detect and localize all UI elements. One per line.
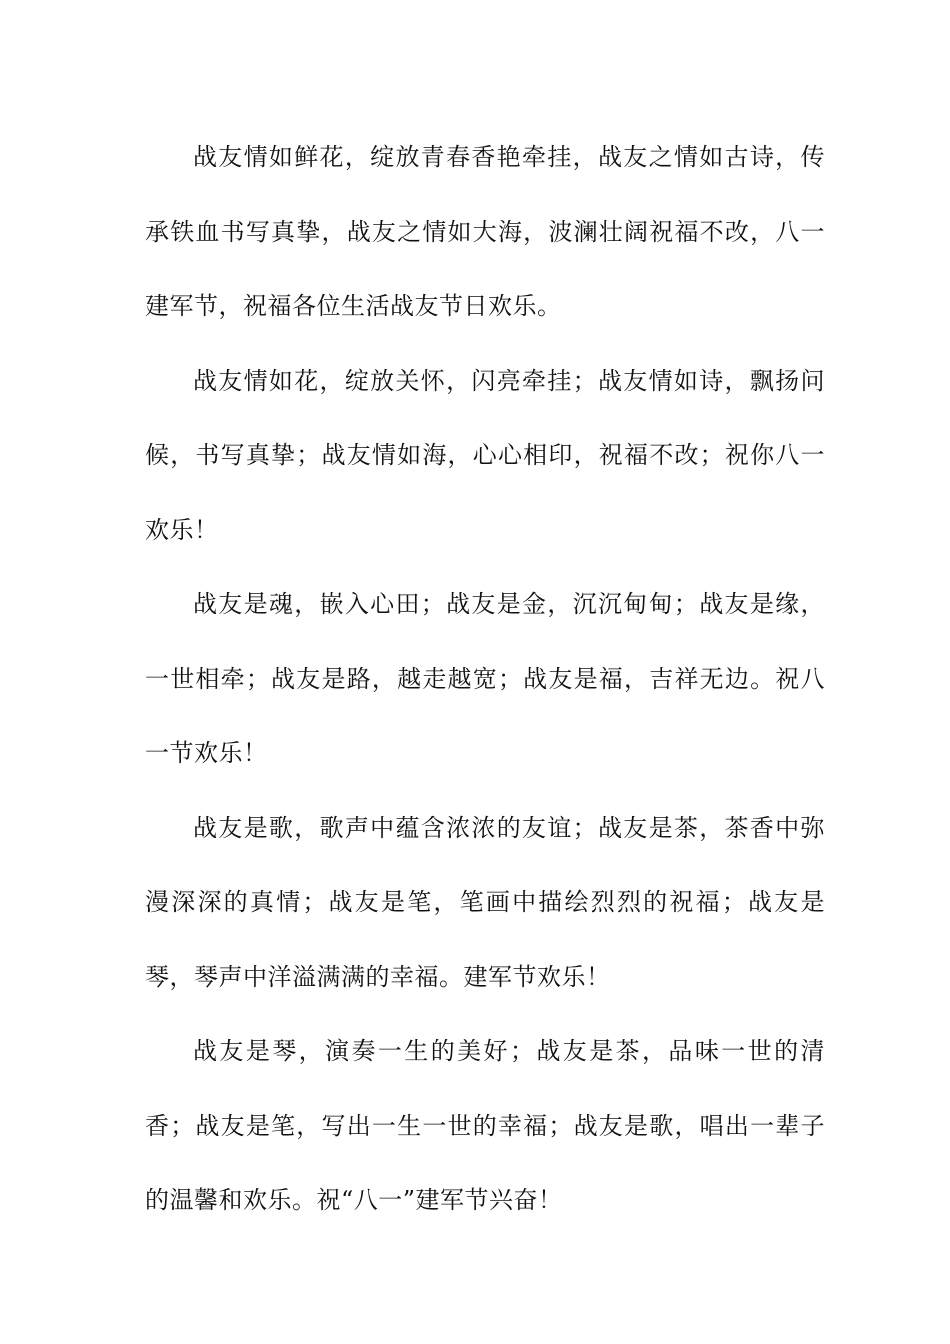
paragraph-4: 战友是歌，歌声中蕴含浓浓的友谊；战友是茶，茶香中弥漫深深的真情；战友是笔，笔画中描绘烈烈的祝福；战友是琴，琴声中洋溢满满的幸福。建军节欢乐！ [145,813,825,991]
document-body [145,120,825,1238]
paragraph-3: 战友是魂，嵌入心田；战友是金，沉沉甸甸；战友是缘，一世相牵；战友是路，越走越宽；战友是福，吉祥无边。祝八一节欢乐！ [145,590,825,767]
paragraph-5: 战友是琴，演奏一生的美好；战友是茶，品味一世的清香；战友是笔，写出一生一世的幸福；战友是歌，唱出一辈子的温馨和欢乐。祝“八一”建军节兴奋！ [145,1037,825,1214]
paragraph-2: 战友情如花，绽放关怀，闪亮牵挂；战友情如诗，飘扬问候，书写真挚；战友情如海，心心相印，祝福不改；祝你八一欢乐！ [145,366,825,544]
paragraph-1: 战友情如鲜花，绽放青春香艳牵挂，战友之情如古诗，传承铁血书写真挚，战友之情如大海，波澜壮阔祝福不改，八一建军节，祝福各位生活战友节日欢乐。 [145,143,825,320]
